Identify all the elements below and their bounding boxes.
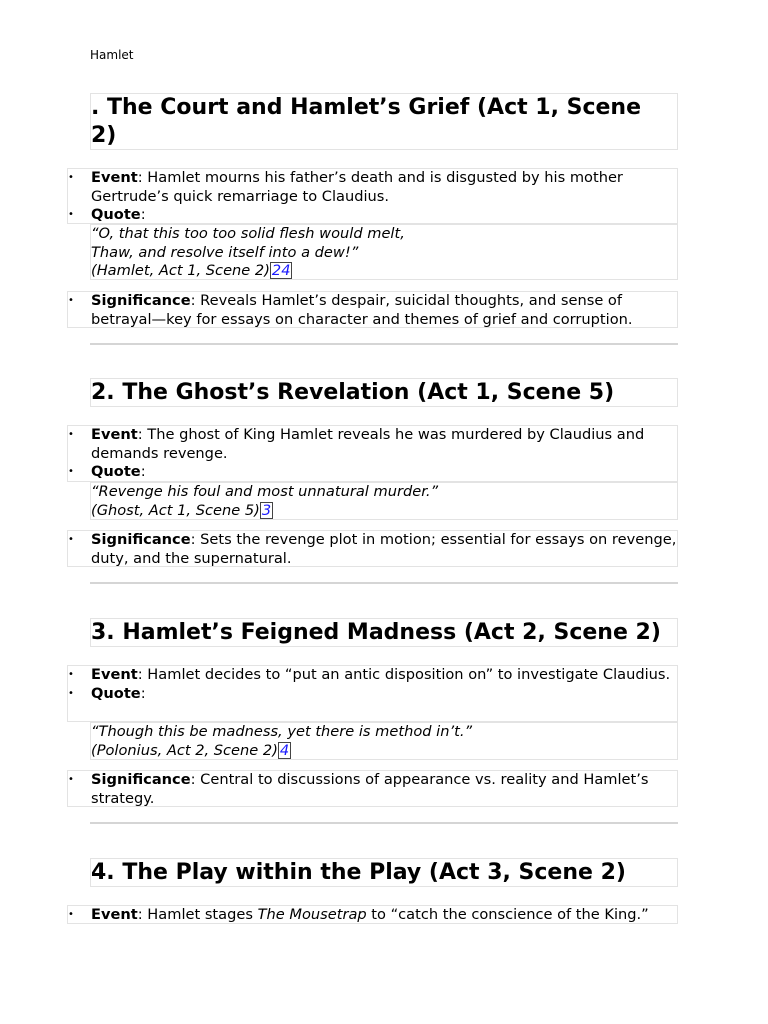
- quote-line: “Revenge his foul and most unnatural murder.”: [91, 483, 439, 500]
- bullet-icon: •: [68, 669, 74, 680]
- section-1-heading-line1: . The Court and Hamlet’s Grief (Act 1, Scene: [91, 95, 642, 120]
- quote-line: Thaw, and resolve itself into a dew!”: [91, 243, 359, 261]
- section-1-heading: [90, 93, 678, 150]
- section-4-event-list: [67, 905, 678, 924]
- event-label: Event: [91, 666, 138, 683]
- event-label: Event: [91, 906, 138, 923]
- bullet-icon: •: [68, 774, 74, 785]
- section-3-event-list: [67, 665, 678, 722]
- event-text: : Hamlet stages: [137, 906, 258, 923]
- bullet-icon: •: [68, 909, 74, 920]
- significance-item: [68, 531, 677, 568]
- quote-label: Quote: [91, 463, 141, 481]
- section-3-heading: 3. Hamlet’s Feigned Madness (Act 2, Scene 2): [90, 618, 678, 647]
- event-label: Event: [91, 426, 138, 443]
- section-3-quote-item: • Quote:: [68, 684, 146, 702]
- bullet-icon: •: [68, 295, 74, 306]
- section-2-event-item: [68, 426, 677, 463]
- bullet-icon: •: [68, 172, 74, 183]
- event-text: : Hamlet decides to “put an antic disposition on” to investigate Claudius.: [137, 666, 671, 683]
- section-4-event-item: [68, 906, 677, 925]
- significance-label: Significance: [91, 531, 191, 548]
- quote-line: “Though this be madness, yet there is method in’t.”: [91, 723, 473, 740]
- section-2-event-list: [67, 425, 678, 482]
- quote-label: Quote: [91, 206, 141, 224]
- section-divider: [90, 582, 678, 584]
- significance-text: : Reveals Hamlet’s despair, suicidal thoughts, and sense of betrayal—key for essays on character and themes of grief and corruption.: [91, 292, 633, 328]
- section-2-heading: 2. The Ghost’s Revelation (Act 1, Scene 5): [90, 378, 678, 407]
- section-1-event-item: [68, 169, 677, 206]
- footnote-link[interactable]: 3: [261, 501, 272, 519]
- section-1-quote-item: • Quote:: [68, 206, 146, 224]
- section-4-heading: 4. The Play within the Play (Act 3, Scene 2): [90, 858, 678, 887]
- section-1-significance: [67, 291, 678, 328]
- significance-item: [68, 292, 677, 329]
- play-title: The Mousetrap: [257, 906, 367, 923]
- section-3-quote: [90, 722, 678, 760]
- significance-label: Significance: [91, 771, 191, 788]
- section-2-significance: [67, 530, 678, 567]
- page-header: Hamlet: [90, 48, 134, 62]
- quote-line: “O, that this too too solid flesh would melt,: [91, 225, 405, 242]
- bullet-icon: •: [68, 534, 74, 545]
- significance-item: [68, 771, 677, 808]
- section-3-significance: [67, 770, 678, 807]
- bullet-icon: •: [68, 687, 74, 699]
- significance-text: : Central to discussions of appearance vs. reality and Hamlet’s strategy.: [91, 771, 649, 807]
- section-1-quote: [90, 224, 678, 280]
- event-text: : The ghost of King Hamlet reveals he was murdered by Claudius and demands revenge.: [91, 426, 645, 462]
- significance-text: : Sets the revenge plot in motion; essential for essays on revenge, duty, and the supernatural.: [91, 531, 677, 567]
- event-text: : Hamlet mourns his father’s death and is disgusted by his mother Gertrude’s quick remarriage to Claudius.: [91, 169, 623, 205]
- event-text: to “catch the conscience of the King.”: [366, 906, 649, 923]
- section-2-quote-item: • Quote:: [68, 463, 146, 481]
- section-2-quote: [90, 482, 678, 520]
- quote-citation: (Polonius, Act 2, Scene 2) 4: [91, 741, 290, 759]
- quote-citation: (Ghost, Act 1, Scene 5) 3: [91, 501, 272, 519]
- bullet-icon: •: [68, 466, 74, 478]
- event-label: Event: [91, 169, 138, 186]
- significance-label: Significance: [91, 292, 191, 309]
- quote-citation: (Hamlet, Act 1, Scene 2) 24: [91, 262, 291, 280]
- section-1-event-list: [67, 168, 678, 224]
- footnote-link[interactable]: 4: [279, 741, 290, 759]
- quote-label: Quote: [91, 684, 141, 702]
- section-divider: [90, 822, 678, 824]
- bullet-icon: •: [68, 429, 74, 440]
- footnote-link[interactable]: 24: [271, 262, 291, 280]
- section-divider: [90, 343, 678, 345]
- bullet-icon: •: [68, 209, 74, 221]
- section-3-event-item: [68, 666, 677, 685]
- section-1-heading-line2: 2): [91, 123, 117, 148]
